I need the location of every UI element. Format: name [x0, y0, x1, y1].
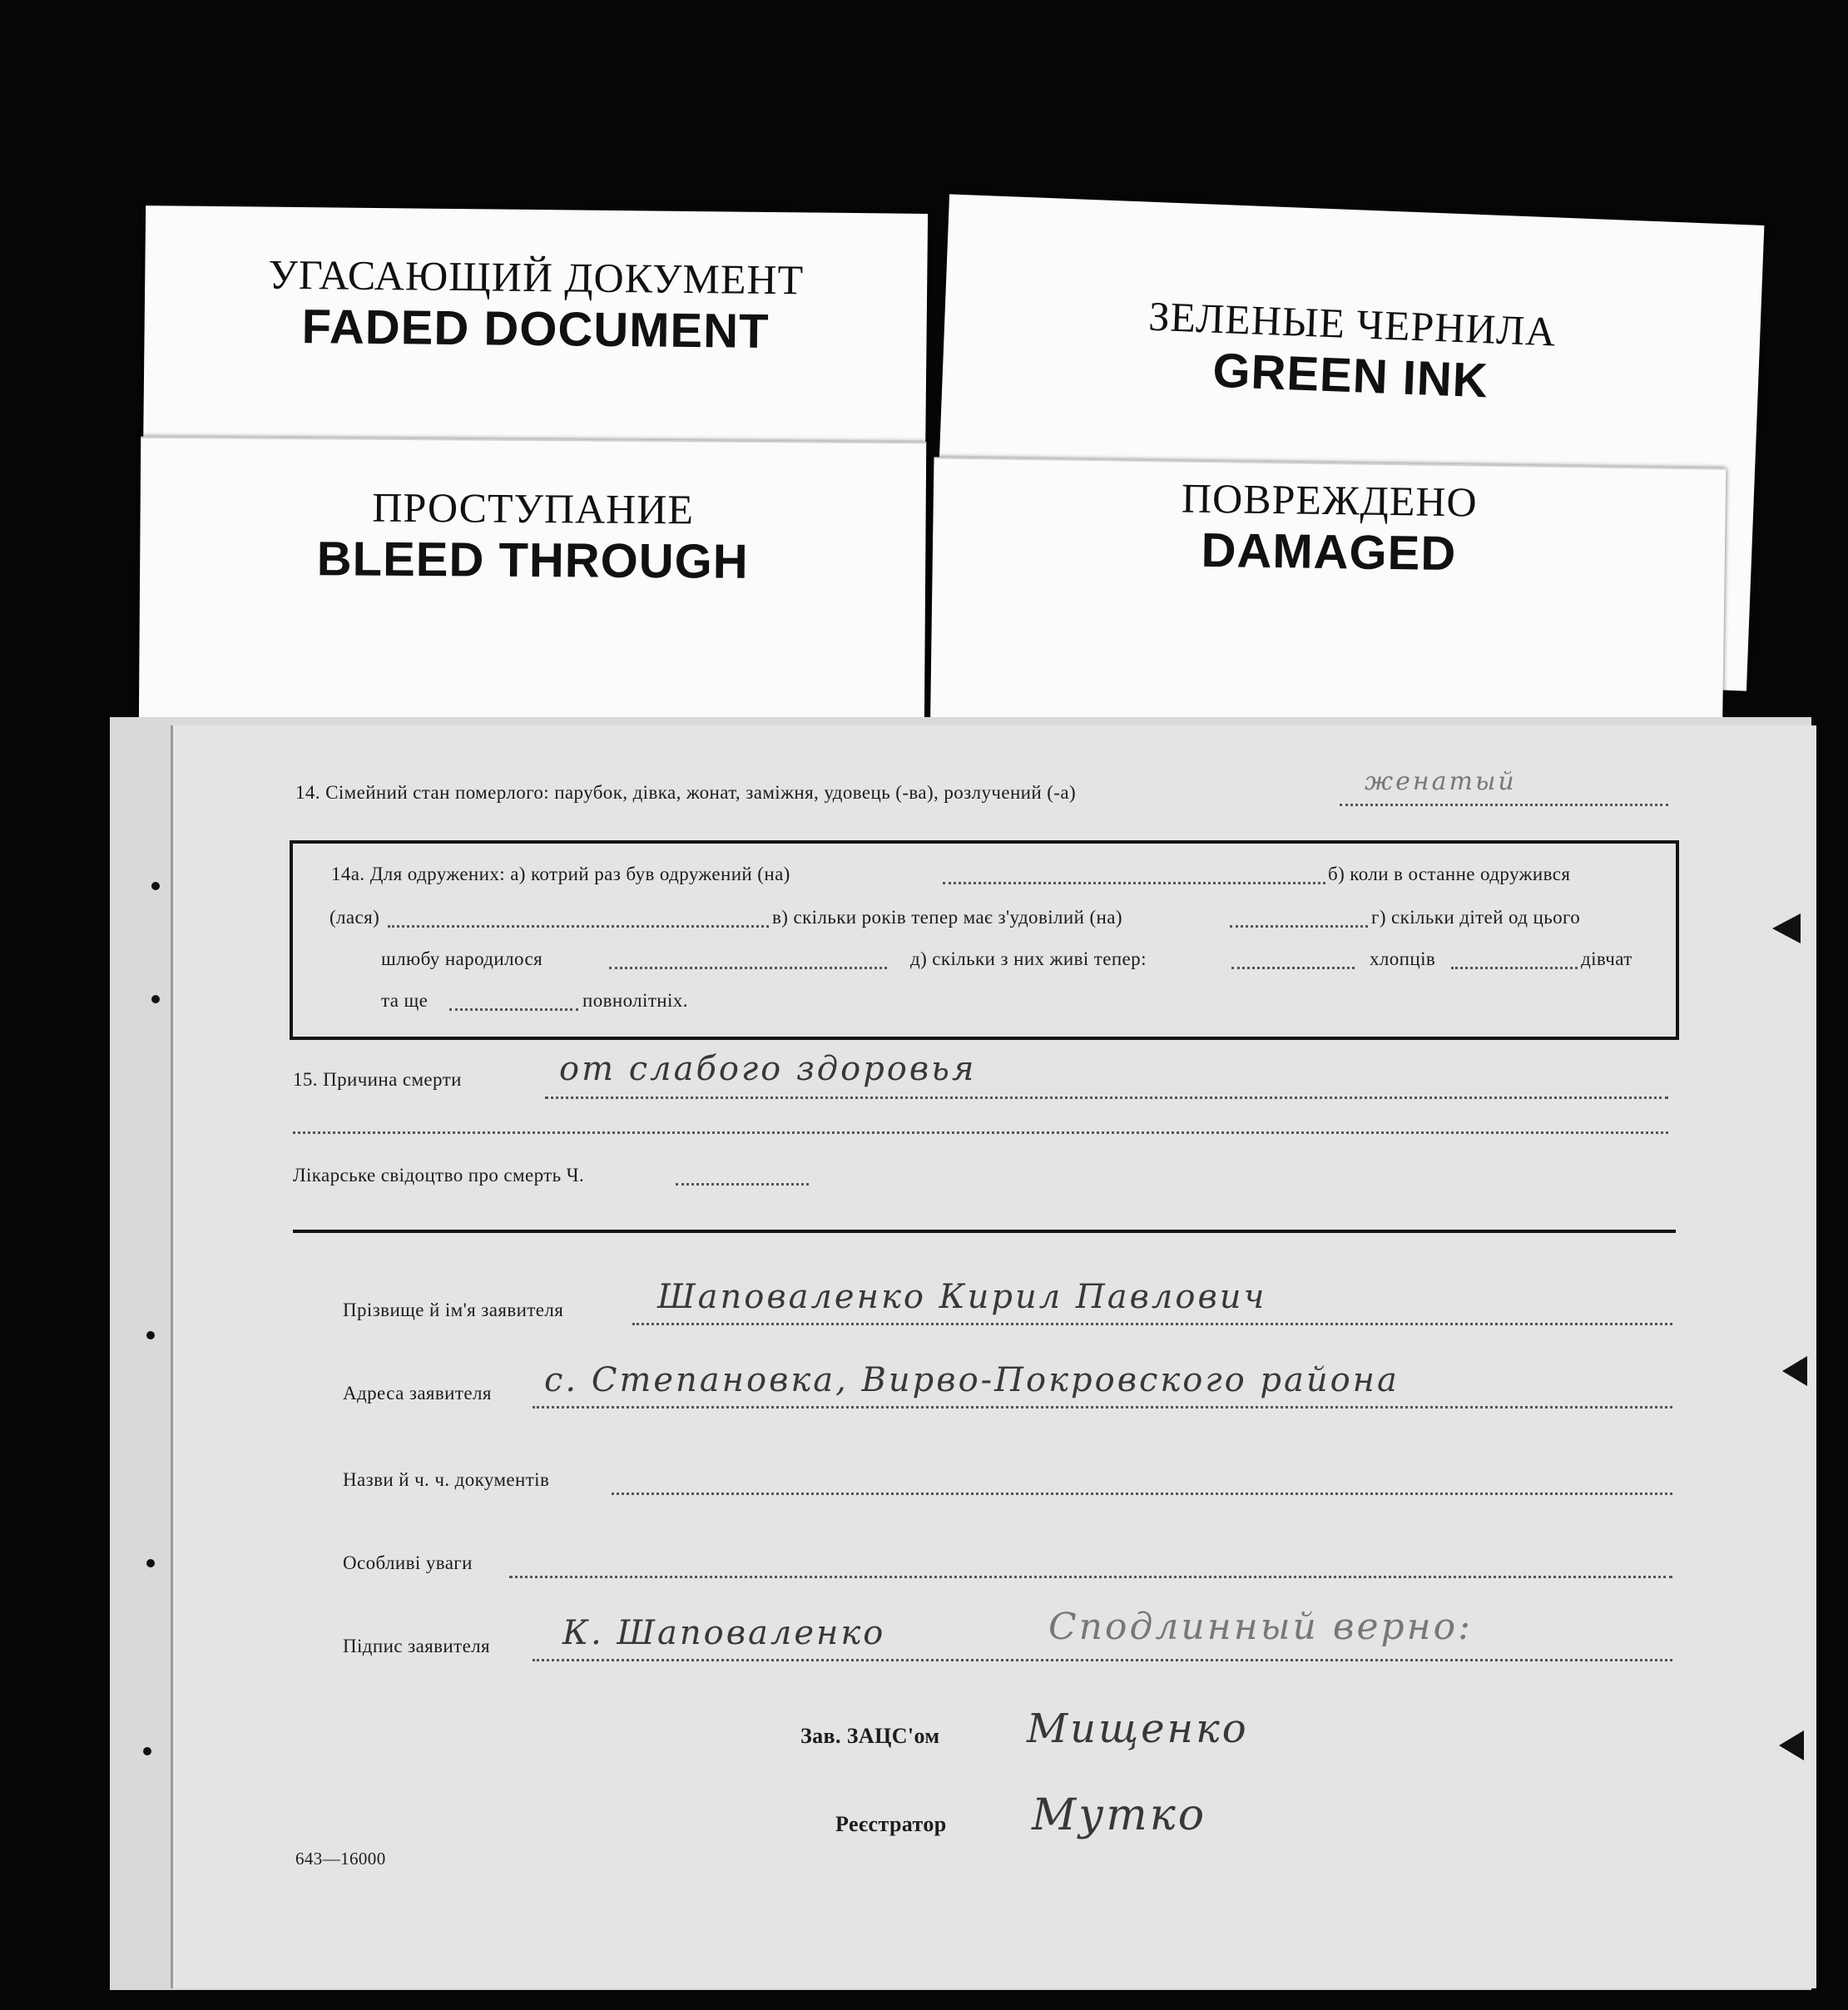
item14a-line2-c: г) скільки дітей од цього	[1371, 907, 1581, 928]
punch-hole	[146, 1331, 155, 1339]
applicant-address-value: с. Степановка, Вирво-Покровского района	[544, 1361, 1400, 1399]
item14a-line3-a: шлюбу народилося	[381, 948, 543, 969]
faded-document-notice-en: FADED DOCUMENT	[301, 300, 770, 359]
item14a-line3-c: хлопців	[1370, 948, 1436, 969]
fill-line	[943, 882, 1325, 884]
bleed-through-notice-card	[139, 437, 927, 744]
item14a-line2-a: (лася)	[329, 907, 380, 928]
edge-tear	[1782, 1356, 1807, 1386]
fill-line	[609, 967, 887, 969]
marital-status-label: 14. Сімейний стан померлого: парубок, дівка, жонат, заміжня, удовець (-ва), розлучений (-а)	[295, 782, 1077, 803]
marital-status-value: женатый	[1365, 767, 1517, 796]
bleed-through-notice-ru: ПРОСТУПАНИЕ	[372, 483, 695, 533]
fill-line	[1230, 925, 1368, 928]
print-code: 643—16000	[295, 1849, 386, 1869]
punch-hole	[151, 995, 160, 1003]
applicant-name-value: Шаповаленко Кирил Павлович	[657, 1278, 1267, 1316]
zags-head-label: Зав. ЗАЦС'ом	[800, 1724, 940, 1748]
applicant-name-label: Прізвище й ім'я заявителя	[343, 1300, 564, 1320]
item14a-line1-b: б) коли в останне одружився	[1328, 864, 1571, 884]
certified-copy-note: Сподлинный верно:	[1048, 1606, 1473, 1648]
punch-hole	[143, 1747, 151, 1755]
damaged-notice-ru: ПОВРЕЖДЕНО	[1181, 474, 1478, 526]
medical-certificate-label: Лікарське свідоцтво про смерть Ч.	[293, 1165, 585, 1186]
item14a-line1-a: 14а. Для одружених: а) котрий раз був одружений (на)	[331, 864, 790, 884]
cause-of-death-value: от слабого здоровья	[559, 1050, 977, 1088]
item14a-line3-d: дівчат	[1581, 948, 1632, 969]
item14a-line2-b: в) скільки років тепер має з'удовілий (на)	[772, 907, 1122, 928]
item14a-line4-a: та ще	[381, 990, 429, 1011]
fill-line	[388, 925, 769, 928]
fill-line	[1231, 967, 1355, 969]
punch-hole	[151, 882, 160, 890]
bleed-through-notice-en: BLEED THROUGH	[316, 532, 749, 589]
fill-line	[632, 1323, 1672, 1325]
damaged-notice-en: DAMAGED	[1201, 522, 1457, 582]
fill-line	[533, 1406, 1672, 1408]
section-divider	[293, 1230, 1676, 1233]
fill-line	[293, 1131, 1668, 1134]
fill-line	[676, 1183, 809, 1186]
registrar-signature: Мутко	[1032, 1790, 1207, 1840]
fill-line	[533, 1659, 1672, 1661]
documents-label: Назви й ч. ч. документів	[343, 1469, 550, 1490]
edge-tear	[1779, 1730, 1804, 1760]
fill-line	[1451, 967, 1578, 969]
zags-head-signature: Мищенко	[1027, 1706, 1249, 1752]
notes-label: Особливі уваги	[343, 1552, 473, 1573]
fill-line	[612, 1493, 1672, 1495]
punch-hole	[146, 1559, 155, 1567]
applicant-address-label: Адреса заявителя	[343, 1383, 492, 1404]
faded-document-notice-ru: УГАСАЮЩИЙ ДОКУМЕНТ	[268, 250, 805, 304]
item14a-line4-b: повнолітніх.	[582, 990, 688, 1011]
cause-of-death-label: 15. Причина смерти	[293, 1069, 462, 1090]
fill-line	[449, 1008, 578, 1011]
registrar-label: Реєстратор	[835, 1812, 947, 1836]
edge-tear	[1772, 913, 1801, 943]
item14a-line3-b: д) скільки з них живі тепер:	[910, 948, 1147, 969]
applicant-signature-value: К. Шаповаленко	[562, 1614, 886, 1652]
applicant-signature-label: Підпис заявителя	[343, 1636, 491, 1656]
green-ink-notice-ru: ЗЕЛЕНЫЕ ЧЕРНИЛА	[1147, 292, 1558, 355]
green-ink-notice-en: GREEN INK	[1211, 343, 1489, 408]
damaged-notice-card	[930, 457, 1727, 760]
fill-line	[545, 1097, 1668, 1099]
fill-line	[509, 1576, 1672, 1578]
fill-line	[1340, 804, 1668, 806]
